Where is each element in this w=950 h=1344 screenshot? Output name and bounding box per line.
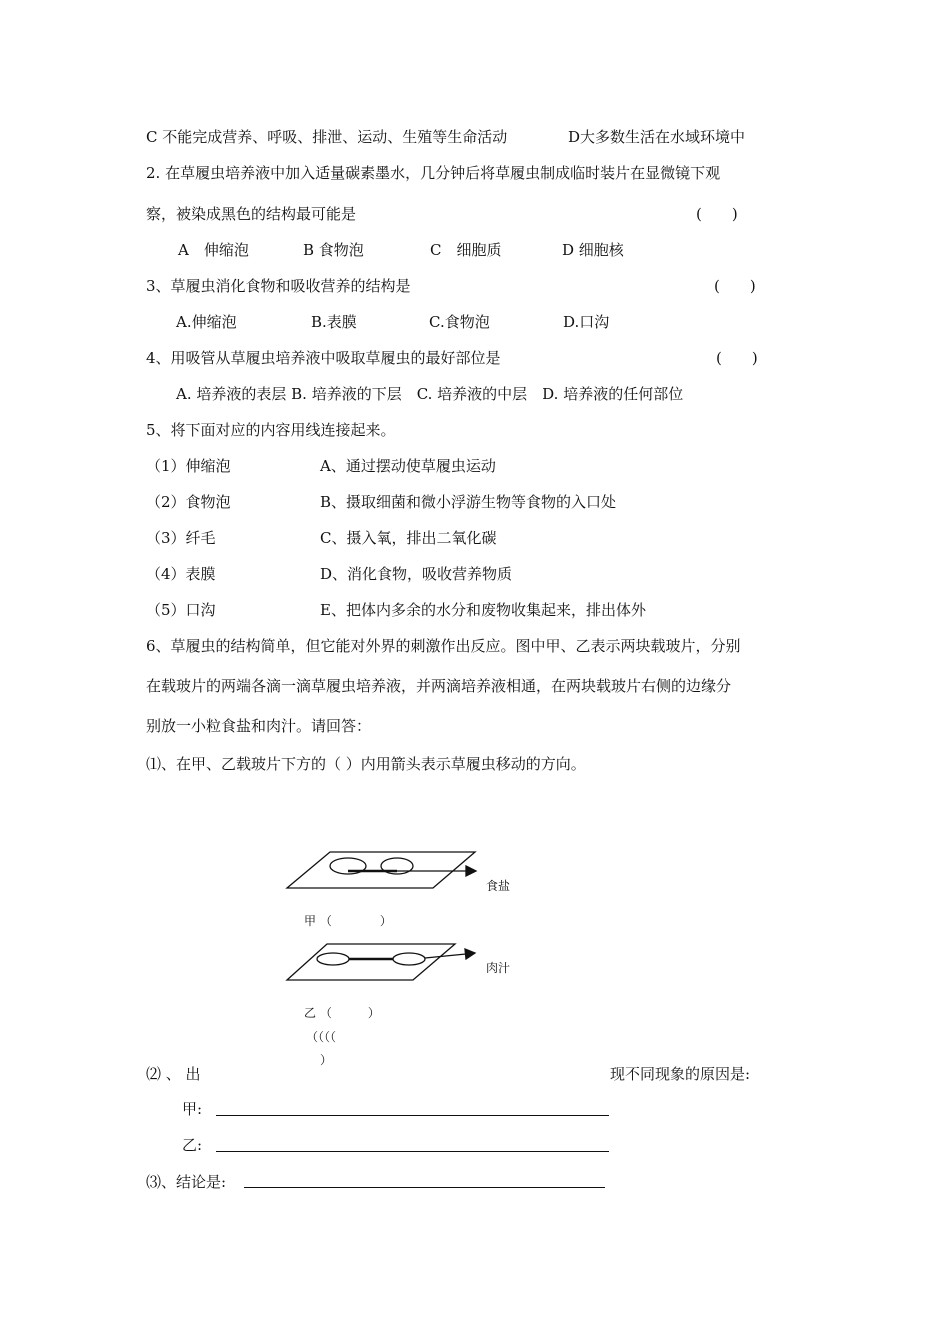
answer-label-jia: 甲: (182, 1100, 203, 1118)
q2-option-c: C 细胞质 (430, 241, 502, 259)
q5-right-item: A、通过摆动使草履虫运动 (320, 457, 496, 475)
q2-stem-line1: 2. 在草履虫培养液中加入适量碳素墨水，几分钟后将草履虫制成临时装片在显微镜下观 (146, 164, 721, 182)
q1-option-d: D大多数生活在水域环境中 (568, 128, 746, 146)
q3-option-d: D.口沟 (563, 313, 610, 331)
q6-sub2-right: 现不同现象的原因是: (610, 1065, 751, 1083)
q2-answer-paren: ( ) (696, 205, 738, 223)
q5-right-item: E、把体内多余的水分和废物收集起来，排出体外 (320, 601, 646, 619)
q2-option-d: D 细胞核 (562, 241, 624, 259)
q3-stem: 3、草履虫消化食物和吸收营养的结构是 (146, 277, 411, 295)
q5-right-item: C、摄入氧，排出二氧化碳 (320, 529, 497, 547)
q5-left-item: （1）伸缩泡 (146, 457, 231, 475)
q2-stem-line2: 察，被染成黑色的结构最可能是 (146, 205, 357, 223)
answer-paren-yi: 乙 （ ） (304, 1006, 380, 1020)
slide-jia (287, 852, 476, 888)
q3-answer-paren: ( ) (714, 277, 756, 295)
q2-option-b: B 食物泡 (303, 241, 364, 259)
q5-left-item: （4）表膜 (146, 565, 216, 583)
q5-right-item: D、消化食物，吸收营养物质 (320, 565, 513, 583)
label-meat-juice: 肉汁 (486, 961, 511, 975)
q6-stem-line1: 6、草履虫的结构简单，但它能对外界的刺激作出反应。图中甲、乙表示两块载玻片，分别 (146, 637, 741, 655)
q5-left-item: （5）口沟 (146, 601, 216, 619)
q6-sub3-label: ⑶、结论是: (146, 1173, 227, 1191)
q6-stem-line2: 在载玻片的两端各滴一滴草履虫培养液，并两滴培养液相通，在两块载玻片右侧的边缘分 (146, 677, 732, 695)
answer-line-conclusion[interactable] (244, 1187, 605, 1188)
label-salt: 食盐 (486, 879, 511, 893)
slide-yi (287, 944, 475, 980)
answer-paren-jia: 甲 （ ） (304, 914, 392, 928)
q4-options: A. 培养液的表层 B. 培养液的下层 C. 培养液的中层 D. 培养液的任何部位 (176, 385, 684, 403)
answer-label-yi: 乙: (182, 1136, 203, 1154)
answer-line-jia[interactable] (216, 1115, 609, 1116)
q6-sub2-left: ⑵ 、 出 (146, 1065, 201, 1083)
q5-left-item: （2）食物泡 (146, 493, 231, 511)
answer-line-yi[interactable] (216, 1151, 609, 1152)
q3-option-a: A.伸缩泡 (176, 313, 237, 331)
drop-left (317, 953, 349, 965)
stray-parens-1: （（（（ (306, 1030, 337, 1044)
q6-sub1: ⑴、在甲、乙载玻片下方的（ ）内用箭头表示草履虫移动的方向。 (146, 755, 586, 773)
drop-right (393, 953, 425, 965)
q4-answer-paren: ( ) (716, 349, 758, 367)
q5-left-item: （3）纤毛 (146, 529, 216, 547)
arrow-shaft (425, 954, 466, 958)
q1-option-c: C 不能完成营养、呼吸、排泄、运动、生殖等生命活动 (146, 128, 508, 146)
q6-stem-line3: 别放一小粒食盐和肉汁。请回答： (146, 717, 372, 735)
q2-option-a: A 伸缩泡 (178, 241, 249, 259)
stray-parens-2: ） (320, 1053, 333, 1067)
q3-option-c: C.食物泡 (429, 313, 490, 331)
slide-yi-outline (287, 944, 455, 980)
arrow-head (465, 949, 475, 959)
q5-right-item: B、摄取细菌和微小浮游生物等食物的入口处 (320, 493, 617, 511)
arrow-head (466, 866, 476, 876)
q3-option-b: B.表膜 (311, 313, 357, 331)
q4-stem: 4、用吸管从草履虫培养液中吸取草履虫的最好部位是 (146, 349, 501, 367)
q5-stem: 5、将下面对应的内容用线连接起来。 (146, 421, 396, 439)
